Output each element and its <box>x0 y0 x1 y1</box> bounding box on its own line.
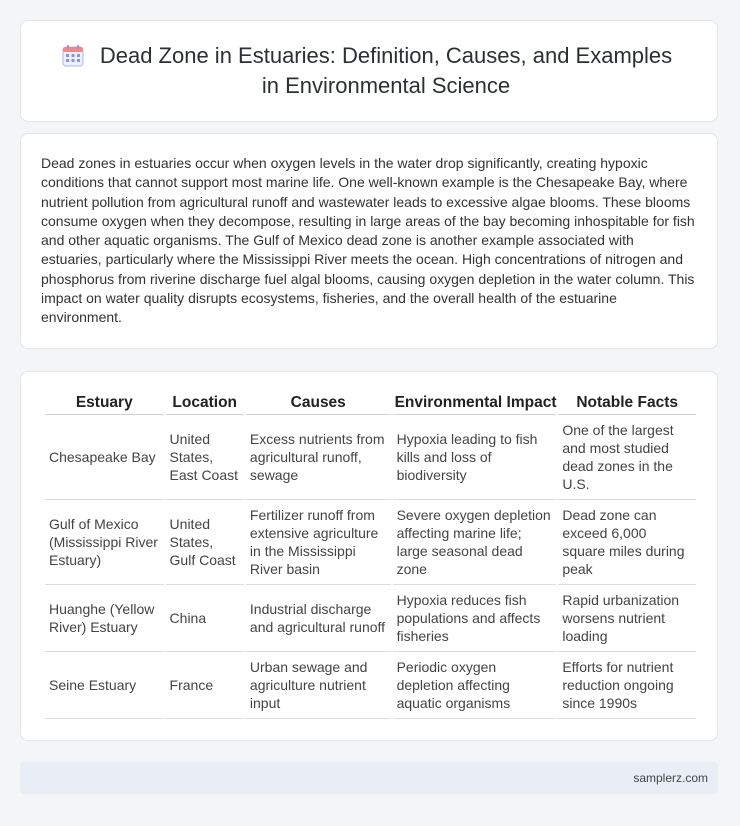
table-card <box>20 371 718 741</box>
cell-impact: Periodic oxygen depletion affecting aquatic organisms <box>393 652 557 719</box>
page-title: Dead Zone in Estuaries: Definition, Causes, and Examples in Environmental Science <box>99 43 673 98</box>
column-header-estuary: Estuary <box>45 390 164 415</box>
cell-estuary: Chesapeake Bay <box>45 415 164 500</box>
title-wrap <box>21 41 717 101</box>
column-header-impact: Environmental Impact <box>393 390 557 415</box>
table-header-row <box>45 390 696 415</box>
cell-estuary: Huanghe (Yellow River) Estuary <box>45 585 164 652</box>
estuary-table <box>43 390 698 719</box>
cell-facts: Efforts for nutrient reduction ongoing since 1990s <box>558 652 696 719</box>
intro-paragraph: Dead zones in estuaries occur when oxygen levels in the water drop significantly, creating hypoxic conditions that cannot support most marine life. One well-known example is the Chesapeake Bay, where nutrient pollution from agricultural runoff and wastewater leads to excessive algae blooms. These blooms consume oxygen when they decompose, resulting in large areas of the bay becoming inhospitable for fish and other aquatic organisms. The Gulf of Mexico dead zone is another example associated with estuaries, particularly where the Mississippi River meets the ocean. High concentrations of nitrogen and phosphorus from riverine discharge fuel algal blooms, causing oxygen depletion in the water column. This impact on water quality disrupts ecosystems, fisheries, and the overall health of the estuarine environment. <box>41 155 695 326</box>
table-row <box>45 652 696 719</box>
cell-causes: Industrial discharge and agricultural runoff <box>246 585 391 652</box>
cell-facts: Rapid urbanization worsens nutrient loading <box>558 585 696 652</box>
cell-causes: Fertilizer runoff from extensive agriculture in the Mississippi River basin <box>246 500 391 585</box>
cell-causes: Urban sewage and agriculture nutrient input <box>246 652 391 719</box>
cell-location: United States, Gulf Coast <box>166 500 244 585</box>
cell-impact: Hypoxia reduces fish populations and affects fisheries <box>393 585 557 652</box>
cell-facts: One of the largest and most studied dead zones in the U.S. <box>558 415 696 500</box>
table-row <box>45 585 696 652</box>
cell-location: United States, East Coast <box>166 415 244 500</box>
column-header-location: Location <box>166 390 244 415</box>
cell-location: China <box>166 585 244 652</box>
cell-location: France <box>166 652 244 719</box>
column-header-causes: Causes <box>246 390 391 415</box>
cell-estuary: Seine Estuary <box>45 652 164 719</box>
table-row <box>45 415 696 500</box>
table-row <box>45 500 696 585</box>
footer-site-link[interactable]: samplerz.com <box>633 771 708 785</box>
cell-estuary: Gulf of Mexico (Mississippi River Estuary) <box>45 500 164 585</box>
intro-card <box>20 133 718 349</box>
header-card <box>20 20 718 122</box>
cell-causes: Excess nutrients from agricultural runoff, sewage <box>246 415 391 500</box>
column-header-facts: Notable Facts <box>558 390 696 415</box>
footer <box>20 762 718 794</box>
cell-impact: Hypoxia leading to fish kills and loss of biodiversity <box>393 415 557 500</box>
cell-impact: Severe oxygen depletion affecting marine life; large seasonal dead zone <box>393 500 557 585</box>
cell-facts: Dead zone can exceed 6,000 square miles during peak <box>558 500 696 585</box>
calendar-icon <box>61 44 85 68</box>
